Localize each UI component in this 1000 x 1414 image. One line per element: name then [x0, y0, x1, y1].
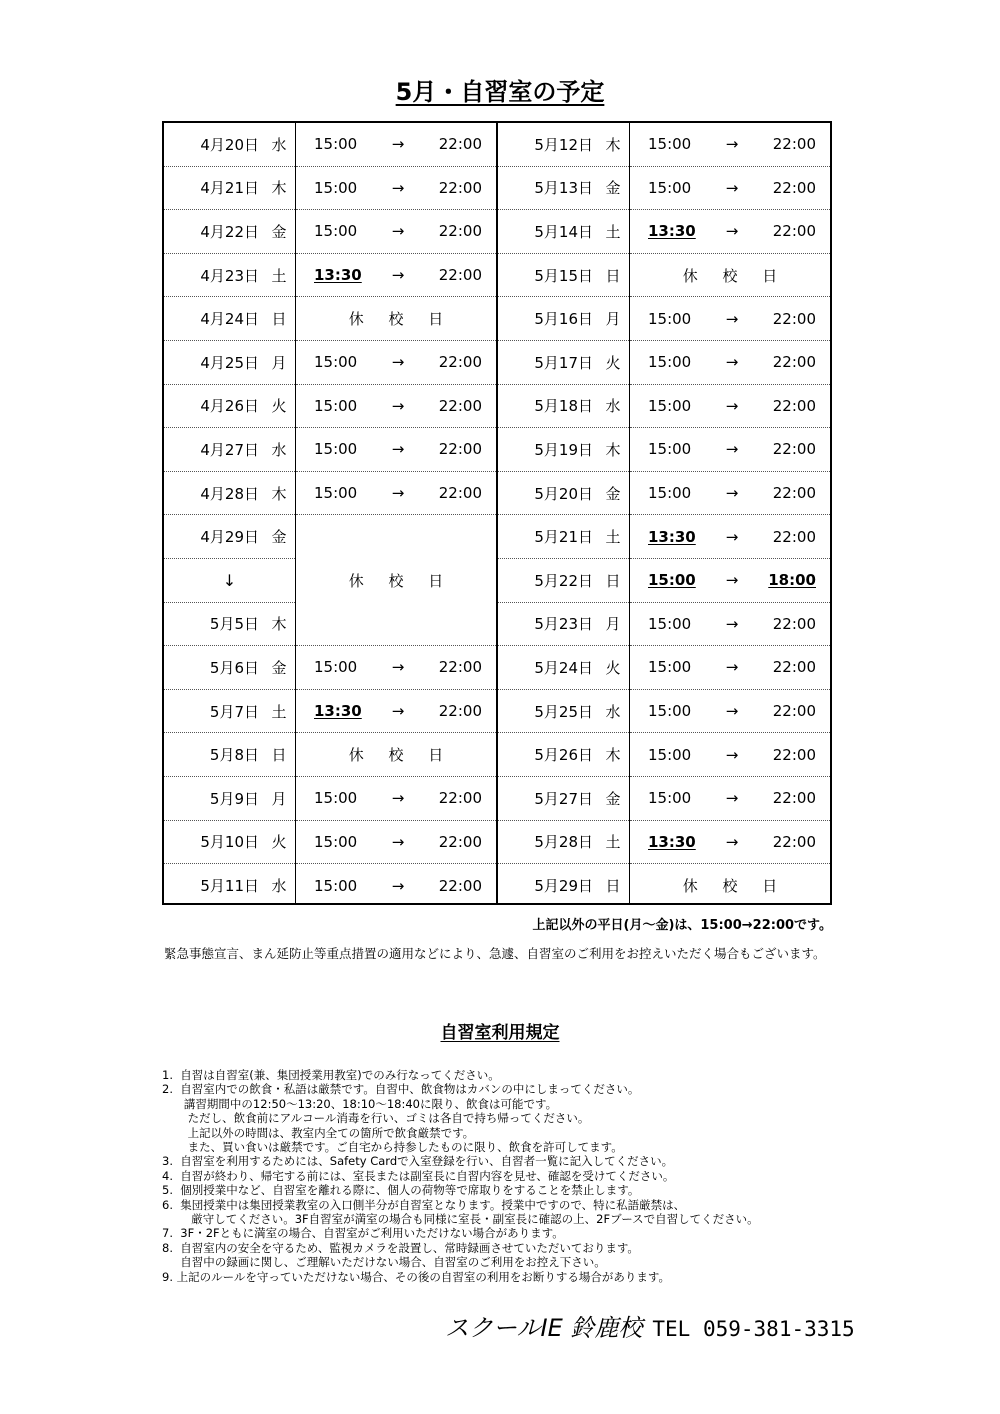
weekday-text: 金: [271, 528, 287, 547]
start-time: 15:00: [314, 484, 358, 503]
arrow-icon: →: [391, 266, 405, 285]
arrow-icon: →: [725, 178, 739, 197]
weekday-text: 金: [271, 658, 287, 677]
start-time: 15:00: [314, 876, 358, 895]
weekday-text: 水: [605, 702, 621, 721]
end-time: 22:00: [438, 178, 482, 197]
rule-line: 6. 集団授業中は集団授業教室の入口側半分が自習室となります。授業中ですので、特に私語厳禁は、: [162, 1197, 686, 1212]
start-time: 13:30: [648, 527, 696, 546]
start-time: 15:00: [314, 353, 358, 372]
date-text: 5月10日: [200, 833, 259, 852]
schedule-left-half: [164, 123, 498, 903]
end-time: 22:00: [772, 789, 816, 808]
arrow-icon: →: [725, 353, 739, 372]
date-cell: [164, 646, 295, 690]
arrow-icon: →: [725, 484, 739, 503]
arrow-icon: →: [725, 789, 739, 808]
weekday-text: 日: [271, 310, 287, 329]
arrow-icon: →: [725, 745, 739, 764]
time-cell: [630, 472, 830, 516]
weekday-text: 日: [605, 877, 621, 896]
date-cell: [498, 385, 629, 429]
end-time: 22:00: [438, 353, 482, 372]
date-text: 5月8日: [209, 746, 259, 765]
closed-cell: 休 校 日: [296, 515, 496, 646]
weekday-text: 水: [271, 135, 287, 154]
weekday-text: 日: [605, 571, 621, 590]
end-time: 22:00: [438, 876, 482, 895]
date-text: 5月18日: [534, 397, 593, 416]
arrow-icon: →: [725, 614, 739, 633]
time-cell: [296, 210, 496, 254]
date-column: [498, 123, 630, 903]
start-time: 15:00: [648, 745, 692, 764]
time-cell: [296, 864, 496, 908]
weekday-text: 土: [605, 222, 621, 241]
start-time: 15:00: [648, 658, 692, 677]
date-text: 5月22日: [534, 571, 593, 590]
closed-cell: 休 校 日: [682, 877, 788, 896]
date-cell: [164, 777, 295, 821]
start-time: 15:00: [314, 832, 358, 851]
end-time: 22:00: [772, 396, 816, 415]
end-time: 22:00: [772, 527, 816, 546]
weekday-note: 上記以外の平日(月～金)は、15:00→22:00です。: [532, 918, 832, 933]
date-text: 4月25日: [200, 353, 259, 372]
end-time: 22:00: [438, 789, 482, 808]
date-text: 5月28日: [534, 833, 593, 852]
rules-title: 自習室利用規定: [440, 1023, 560, 1043]
footer: [445, 1308, 855, 1343]
end-time: 22:00: [772, 309, 816, 328]
date-text: 5月11日: [200, 877, 259, 896]
weekday-text: 土: [271, 266, 287, 285]
weekday-text: 火: [605, 353, 621, 372]
date-cell: [164, 123, 295, 167]
rule-line: 上記以外の時間は、教室内全ての箇所で飲食厳禁です。: [162, 1125, 475, 1140]
weekday-text: 木: [605, 135, 621, 154]
weekday-text: 日: [605, 266, 621, 285]
time-cell: [296, 167, 496, 211]
rule-line: 8. 自習室内の安全を守るため、監視カメラを設置し、常時録画させていただいております。: [162, 1240, 639, 1255]
date-text: 4月28日: [200, 484, 259, 503]
time-cell: [296, 428, 496, 472]
school-name: スクールIE 鈴鹿校: [445, 1314, 643, 1342]
start-time: 15:00: [648, 309, 692, 328]
date-text: 5月24日: [534, 658, 593, 677]
weekday-text: 金: [605, 179, 621, 198]
date-cell: [164, 428, 295, 472]
start-time: 15:00: [648, 353, 692, 372]
date-text: 5月20日: [534, 484, 593, 503]
weekday-text: 金: [605, 484, 621, 503]
end-time: 22:00: [438, 440, 482, 459]
date-cell: [498, 428, 629, 472]
arrow-icon: →: [391, 789, 405, 808]
date-cell: [498, 690, 629, 734]
time-cell: [630, 603, 830, 647]
end-time: 22:00: [772, 702, 816, 721]
time-cell: [630, 341, 830, 385]
arrow-icon: →: [391, 832, 405, 851]
weekday-text: 土: [271, 702, 287, 721]
time-cell: [630, 690, 830, 734]
emergency-note: 緊急事態宣言、まん延防止等重点措置の適用などにより、急遽、自習室のご利用をお控えいただく場合もございます。: [164, 946, 826, 961]
date-text: 4月23日: [200, 266, 259, 285]
end-time: 18:00: [768, 571, 816, 590]
date-text: 5月12日: [534, 135, 593, 154]
weekday-text: 木: [605, 746, 621, 765]
date-cell: [498, 254, 629, 298]
rule-line: 9. 上記のルールを守っていただけない場合、その後の自習室の利用をお断りする場合があります。: [162, 1269, 670, 1284]
date-cell: [498, 864, 629, 908]
time-cell: [630, 210, 830, 254]
date-cell: [164, 254, 295, 298]
weekday-text: 木: [271, 179, 287, 198]
arrow-icon: →: [725, 222, 739, 241]
arrow-icon: →: [725, 440, 739, 459]
date-text: ↓: [222, 570, 237, 590]
arrow-icon: →: [725, 571, 739, 590]
time-cell: [630, 297, 830, 341]
arrow-icon: →: [391, 396, 405, 415]
arrow-icon: →: [725, 658, 739, 677]
weekday-text: 土: [605, 528, 621, 547]
weekday-text: 土: [605, 833, 621, 852]
end-time: 22:00: [772, 353, 816, 372]
end-time: 22:00: [772, 745, 816, 764]
end-time: 22:00: [772, 222, 816, 241]
time-cell: [630, 559, 830, 603]
date-cell: [164, 821, 295, 865]
date-text: 5月19日: [534, 440, 593, 459]
time-cell: [296, 254, 496, 298]
date-text: 5月23日: [534, 615, 593, 634]
closed-cell: 休 校 日: [296, 297, 496, 341]
date-cell: [164, 559, 295, 603]
date-cell: [498, 646, 629, 690]
date-cell: [498, 341, 629, 385]
end-time: 22:00: [438, 396, 482, 415]
date-text: 4月24日: [200, 310, 259, 329]
date-text: 5月15日: [534, 266, 593, 285]
weekday-text: 火: [271, 833, 287, 852]
date-text: 5月16日: [534, 310, 593, 329]
date-cell: [498, 123, 629, 167]
start-time: 13:30: [314, 702, 362, 721]
time-cell: [630, 646, 830, 690]
arrow-icon: →: [391, 135, 405, 154]
date-cell: [164, 603, 295, 647]
arrow-icon: →: [391, 658, 405, 677]
date-cell: [164, 864, 295, 908]
rule-line: 2. 自習室内での飲食・私語は厳禁です。自習中、飲食物はカバンの中にしまってください。: [162, 1082, 640, 1097]
time-cell: [630, 428, 830, 472]
date-cell: [498, 472, 629, 516]
date-cell: [164, 690, 295, 734]
date-cell: [498, 821, 629, 865]
time-cell: [630, 515, 830, 559]
time-cell: [296, 690, 496, 734]
start-time: 13:30: [648, 832, 696, 851]
time-cell: [296, 472, 496, 516]
date-cell: [498, 167, 629, 211]
page-title: 5月・自習室の予定: [395, 78, 605, 106]
date-cell: [498, 777, 629, 821]
closed-cell: 休 校 日: [630, 254, 830, 298]
time-cell: [296, 385, 496, 429]
start-time: 15:00: [314, 222, 358, 241]
rule-line: 厳守してください。3F自習室が満室の場合も同様に室長・副室長に確認の上、2Fブースで自習してください。: [162, 1212, 759, 1227]
end-time: 22:00: [772, 658, 816, 677]
arrow-icon: →: [725, 135, 739, 154]
weekday-text: 日: [271, 746, 287, 765]
weekday-text: 金: [605, 789, 621, 808]
date-text: 4月21日: [200, 179, 259, 198]
start-time: 15:00: [648, 396, 692, 415]
time-cell: [630, 123, 830, 167]
weekday-text: 火: [605, 658, 621, 677]
weekday-text: 月: [271, 789, 287, 808]
start-time: 15:00: [314, 789, 358, 808]
arrow-icon: →: [725, 702, 739, 721]
rule-line: 7. 3F・2Fともに満室の場合、自習室がご利用いただけない場合があります。: [162, 1226, 564, 1241]
time-cell: [296, 646, 496, 690]
start-time: 15:00: [314, 658, 358, 677]
arrow-icon: →: [391, 440, 405, 459]
date-cell: [498, 297, 629, 341]
arrow-icon: →: [391, 222, 405, 241]
start-time: 15:00: [648, 440, 692, 459]
school-tel: TEL 059-381-3315: [652, 1317, 855, 1341]
date-text: 5月27日: [534, 789, 593, 808]
end-time: 22:00: [438, 702, 482, 721]
date-cell: [498, 210, 629, 254]
weekday-text: 水: [605, 397, 621, 416]
time-cell: [296, 123, 496, 167]
rule-line: 3. 自習室を利用するためには、Safety Cardで入室登録を行い、自習者一覧に記入してください。: [162, 1154, 674, 1169]
date-text: 5月29日: [534, 877, 593, 896]
end-time: 22:00: [772, 178, 816, 197]
date-text: 5月13日: [534, 179, 593, 198]
start-time: 15:00: [314, 135, 358, 154]
date-text: 5月5日: [209, 615, 259, 634]
end-time: 22:00: [438, 222, 482, 241]
schedule-table: [162, 121, 832, 905]
date-text: 4月26日: [200, 397, 259, 416]
weekday-text: 月: [271, 353, 287, 372]
date-text: 5月21日: [534, 528, 593, 547]
start-time: 15:00: [648, 702, 692, 721]
end-time: 22:00: [772, 135, 816, 154]
date-text: 5月17日: [534, 353, 593, 372]
date-cell: [164, 472, 295, 516]
rules-list: [162, 1068, 862, 1284]
end-time: 22:00: [772, 484, 816, 503]
weekday-text: 月: [605, 310, 621, 329]
date-text: 5月25日: [534, 702, 593, 721]
end-time: 22:00: [438, 135, 482, 154]
start-time: 15:00: [314, 396, 358, 415]
time-cell: [630, 733, 830, 777]
weekday-text: 金: [271, 222, 287, 241]
date-text: 5月26日: [534, 746, 593, 765]
start-time: 13:30: [314, 266, 362, 285]
time-cell: [296, 777, 496, 821]
arrow-icon: →: [391, 702, 405, 721]
date-cell: [498, 733, 629, 777]
rule-line: 4. 自習が終わり、帰宅する前には、室長または副室長に自習内容を見せ、確認を受けてください。: [162, 1168, 675, 1183]
date-cell: [164, 733, 295, 777]
date-column: [164, 123, 296, 903]
arrow-icon: →: [725, 527, 739, 546]
date-cell: [164, 210, 295, 254]
time-column: [630, 123, 830, 903]
time-cell: [630, 167, 830, 211]
start-time: 15:00: [648, 614, 692, 633]
time-cell: [296, 341, 496, 385]
date-cell: [498, 559, 629, 603]
date-text: 4月22日: [200, 222, 259, 241]
start-time: 13:30: [648, 222, 696, 241]
schedule-right-half: [498, 123, 830, 903]
time-cell: [630, 777, 830, 821]
rule-line: 5. 個別授業中など、自習室を離れる際に、個人の荷物等で席取りをすることを禁止します。: [162, 1183, 640, 1198]
closed-cell: 休 校 日: [296, 733, 496, 777]
start-time: 15:00: [314, 178, 358, 197]
start-time: 15:00: [648, 135, 692, 154]
date-cell: [498, 515, 629, 559]
weekday-text: 月: [605, 615, 621, 634]
date-cell: [164, 385, 295, 429]
end-time: 22:00: [438, 266, 482, 285]
weekday-text: 木: [605, 440, 621, 459]
time-column: [296, 123, 496, 903]
date-text: 5月6日: [209, 658, 259, 677]
date-text: 5月14日: [534, 222, 593, 241]
rule-line: 自習中の録画に関し、ご理解いただけない場合、自習室のご利用をお控え下さい。: [162, 1255, 606, 1270]
arrow-icon: →: [725, 309, 739, 328]
end-time: 22:00: [438, 832, 482, 851]
start-time: 15:00: [648, 484, 692, 503]
weekday-text: 木: [271, 484, 287, 503]
time-cell: [630, 821, 830, 865]
rule-line: また、買い食いは厳禁です。ご自宅から持参したものに限り、飲食を許可してます。: [162, 1140, 623, 1155]
date-cell: [164, 167, 295, 211]
date-text: 4月20日: [200, 135, 259, 154]
date-cell: [164, 341, 295, 385]
time-cell: [296, 821, 496, 865]
arrow-icon: →: [391, 484, 405, 503]
start-time: 15:00: [648, 571, 696, 590]
rule-line: 講習期間中の12:50～13:20、18:10～18:40に限り、飲食は可能です。: [162, 1096, 558, 1111]
arrow-icon: →: [725, 832, 739, 851]
weekday-text: 火: [271, 397, 287, 416]
start-time: 15:00: [648, 178, 692, 197]
date-text: 5月9日: [209, 789, 259, 808]
date-text: 5月7日: [209, 702, 259, 721]
arrow-icon: →: [725, 396, 739, 415]
date-cell: [498, 603, 629, 647]
arrow-icon: →: [391, 353, 405, 372]
arrow-icon: →: [391, 178, 405, 197]
end-time: 22:00: [438, 658, 482, 677]
end-time: 22:00: [772, 440, 816, 459]
weekday-text: 水: [271, 440, 287, 459]
weekday-text: 木: [271, 615, 287, 634]
start-time: 15:00: [648, 789, 692, 808]
rule-line: 1. 自習は自習室(兼、集団授業用教室)でのみ行なってください。: [162, 1068, 500, 1082]
weekday-text: 水: [271, 877, 287, 896]
date-cell: [164, 515, 295, 559]
start-time: 15:00: [314, 440, 358, 459]
date-text: 4月27日: [200, 440, 259, 459]
rule-line: ただし、飲食前にアルコール消毒を行い、ゴミは各自で持ち帰ってください。: [162, 1111, 590, 1126]
arrow-icon: →: [391, 876, 405, 895]
end-time: 22:00: [772, 832, 816, 851]
date-cell: [164, 297, 295, 341]
time-cell: [630, 385, 830, 429]
end-time: 22:00: [772, 614, 816, 633]
end-time: 22:00: [438, 484, 482, 503]
date-text: 4月29日: [200, 528, 259, 547]
